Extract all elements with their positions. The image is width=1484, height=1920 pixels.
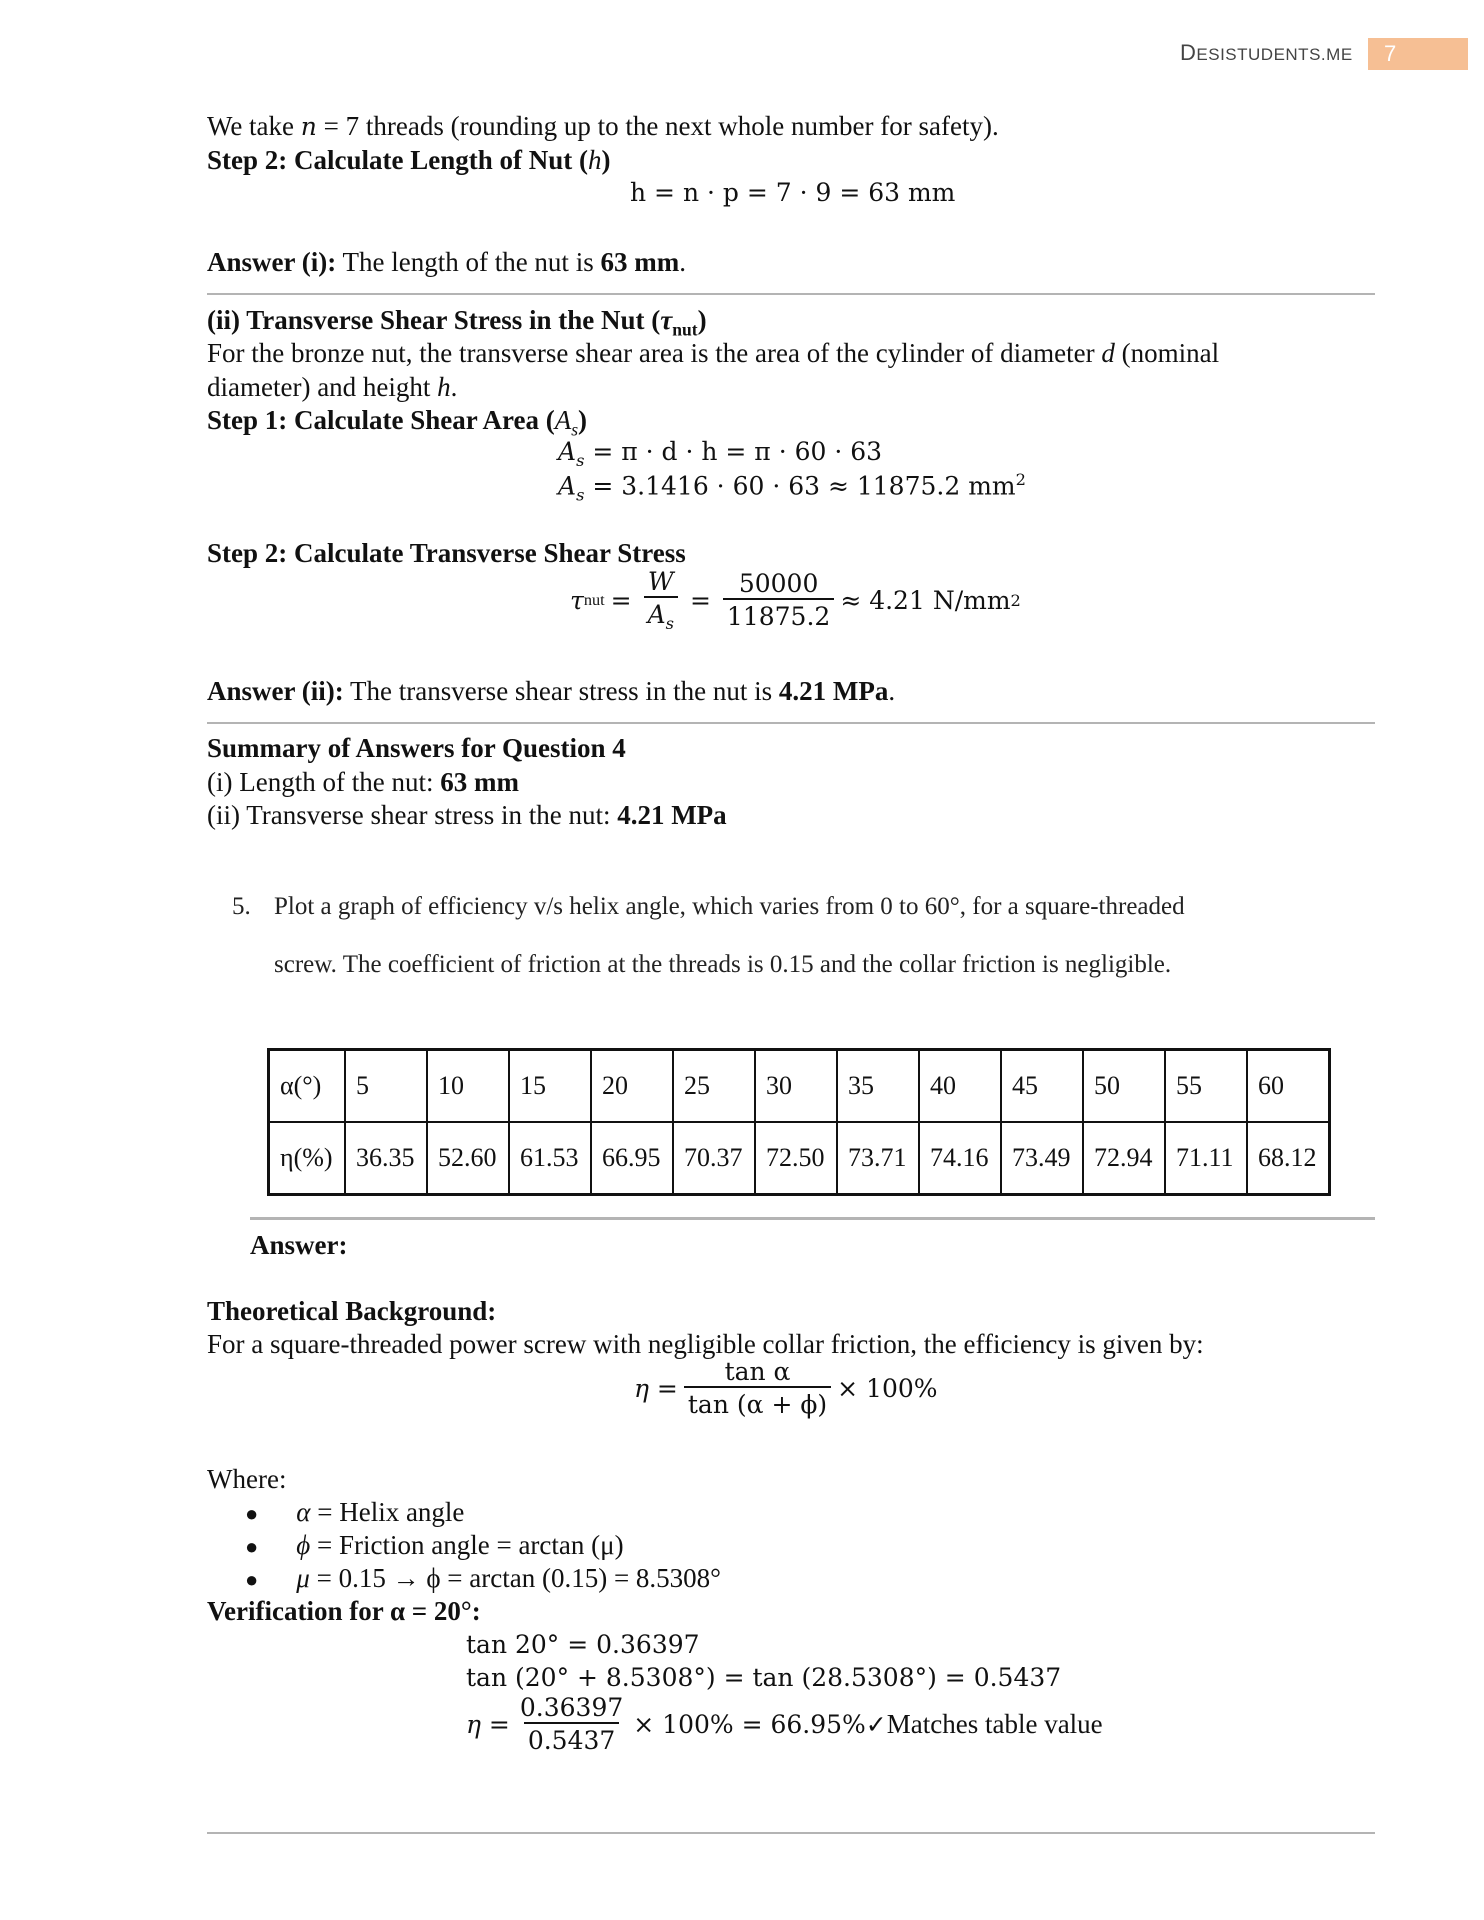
area-symbol: A	[647, 600, 666, 629]
step2-shear-stress-heading: Step 2: Calculate Transverse Shear Stress	[207, 538, 686, 568]
efficiency-table	[267, 1048, 1331, 1196]
site-name-initial: D	[1180, 40, 1197, 65]
heading-close: )	[601, 145, 611, 175]
theory-text: For a square-threaded power screw with negligible collar friction, the efficiency is given by:	[207, 1329, 1204, 1359]
answer-end: .	[679, 247, 686, 277]
answer-ii	[207, 674, 895, 708]
table-row-header: α(°)	[269, 1050, 346, 1123]
section-divider	[207, 722, 1375, 724]
summary-value: 4.21 MPa	[617, 800, 727, 830]
heading-text: Step 1: Calculate Shear Area (	[207, 405, 555, 435]
table-cell-alpha: 15	[509, 1050, 591, 1123]
table-cell-alpha: 30	[755, 1050, 837, 1123]
question-5-line1: Plot a graph of efficiency v/s helix angle, which varies from 0 to 60°, for a square-threaded	[274, 893, 1185, 920]
denominator: 0.5437	[524, 1722, 619, 1755]
summary-value: 63 mm	[440, 767, 519, 797]
where-label: Where:	[207, 1464, 287, 1494]
site-name-dot: .	[1320, 45, 1327, 64]
definition: = 0.15 → ϕ = arctan (0.15) = 8.5308°	[309, 1563, 721, 1593]
var-d: d	[1101, 338, 1115, 368]
verification-line2: tan (20° + 8.5308°) = tan (28.5308°) = 0.5437	[466, 1663, 1062, 1692]
times-100: × 100%	[837, 1373, 938, 1403]
list-item	[245, 1495, 721, 1528]
area-subscript: s	[576, 485, 585, 505]
shear-area-equation-1	[558, 437, 882, 470]
result-note: Matches table value	[886, 1708, 1103, 1739]
table-cell-eta: 66.95	[591, 1122, 673, 1195]
var-h: h	[587, 145, 602, 175]
site-name	[1180, 40, 1353, 66]
bullet-icon: ●	[245, 1567, 259, 1592]
summary-item-shear	[207, 798, 727, 832]
verification-line1: tan 20° = 0.36397	[466, 1630, 700, 1659]
equation-rhs: = π · d · h = π · 60 · 63	[592, 437, 883, 466]
heading-close: )	[697, 305, 707, 335]
numerator: 0.36397	[519, 1693, 624, 1722]
eta-lhs: η =	[466, 1709, 510, 1739]
answer-text: The length of the nut is	[336, 247, 601, 277]
definition: = Helix angle	[310, 1497, 465, 1527]
numerator: 50000	[738, 569, 819, 598]
section-divider	[207, 293, 1375, 295]
answer-text: The transverse shear stress in the nut is	[343, 676, 779, 706]
table-row-eta	[269, 1122, 1330, 1195]
tau-symbol: τ	[660, 305, 673, 335]
verification-heading: Verification for α = 20°:	[207, 1596, 481, 1626]
page-number-badge: 7	[1368, 38, 1468, 70]
table-row-alpha	[269, 1050, 1330, 1123]
symbol: μ	[296, 1563, 310, 1593]
summary-item-length	[207, 765, 519, 799]
var-n: n	[300, 112, 317, 141]
denominator: 11875.2	[723, 598, 834, 631]
denominator	[644, 596, 678, 633]
table-cell-eta: 72.94	[1083, 1122, 1165, 1195]
squared-superscript: 2	[1010, 590, 1021, 610]
denominator: tan (α + ϕ)	[684, 1386, 831, 1419]
answer-value: 63 mm	[600, 247, 680, 277]
section-divider	[207, 1832, 1375, 1834]
step2-length-heading	[207, 143, 610, 177]
table-cell-alpha: 50	[1083, 1050, 1165, 1123]
list-item	[245, 1528, 721, 1561]
table-cell-eta: 61.53	[509, 1122, 591, 1195]
heading-text: (ii) Transverse Shear Stress in the Nut (	[207, 305, 661, 335]
table-cell-eta: 73.49	[1001, 1122, 1083, 1195]
table-cell-eta: 73.71	[837, 1122, 919, 1195]
area-symbol: A	[558, 437, 577, 466]
answer-i	[207, 245, 686, 279]
area-subscript: s	[665, 614, 674, 633]
table-cell-alpha: 45	[1001, 1050, 1083, 1123]
desc-text: diameter) and height	[207, 372, 438, 402]
equals-sign: =	[689, 585, 711, 615]
numerator: W	[647, 567, 674, 596]
site-name-tld: ME	[1326, 45, 1353, 64]
equals-sign: =	[610, 585, 632, 615]
answer-5-label: Answer:	[250, 1230, 348, 1260]
table-cell-alpha: 35	[837, 1050, 919, 1123]
desc-text: For the bronze nut, the transverse shear area is the area of the cylinder of diameter	[207, 338, 1102, 368]
shear-area-description-line2	[207, 370, 457, 404]
site-name-rest: ESISTUDENTS	[1196, 45, 1321, 64]
efficiency-fraction	[684, 1357, 831, 1419]
nut-length-equation: h = n · p = 7 · 9 = 63 mm	[630, 178, 956, 207]
table-cell-eta: 36.35	[345, 1122, 427, 1195]
squared-superscript: 2	[1015, 470, 1026, 489]
answer-label: Answer (ii):	[207, 676, 344, 706]
shear-area-equation-2	[558, 470, 1026, 504]
result-value: × 100% = 66.95%✓	[633, 1709, 887, 1739]
table-cell-eta: 52.60	[427, 1122, 509, 1195]
answer-value: 4.21 MPa	[778, 676, 889, 706]
desc-text: (nominal	[1114, 338, 1220, 368]
heading-close: )	[578, 405, 588, 435]
fraction-w-over-as	[644, 567, 678, 633]
tau-symbol: τ	[570, 585, 584, 615]
question-5-line2: screw. The coefficient of friction at the threads is 0.15 and the collar friction is negligible.	[274, 951, 1172, 978]
area-symbol: A	[554, 405, 572, 435]
summary-label: (i) Length of the nut:	[207, 767, 441, 797]
shear-area-description-line1	[207, 336, 1219, 370]
shear-stress-equation	[570, 567, 1021, 633]
answer-end: .	[888, 676, 896, 706]
table-cell-eta: 74.16	[919, 1122, 1001, 1195]
equation-rhs: = 3.1416 · 60 · 63 ≈ 11875.2 mm	[592, 471, 1016, 501]
numerator: tan α	[724, 1357, 791, 1386]
heading-text: Step 2: Calculate Length of Nut (	[207, 145, 588, 175]
summary-label: (ii) Transverse shear stress in the nut:	[207, 800, 618, 830]
question-5-number: 5.	[232, 893, 251, 920]
efficiency-formula	[634, 1357, 938, 1419]
verification-fraction	[516, 1693, 627, 1755]
eta-lhs: η =	[634, 1373, 678, 1403]
answer-label: Answer (i):	[207, 247, 337, 277]
tau-subscript: nut	[583, 590, 605, 609]
table-cell-alpha: 40	[919, 1050, 1001, 1123]
intro-pre: We take	[207, 111, 301, 141]
table-cell-alpha: 60	[1247, 1050, 1330, 1123]
table-row-header: η(%)	[269, 1122, 346, 1195]
bullet-icon: ●	[245, 1501, 259, 1526]
tau-subscript: nut	[672, 319, 698, 340]
verification-result	[466, 1693, 1103, 1755]
table-cell-eta: 71.11	[1165, 1122, 1247, 1195]
table-cell-alpha: 10	[427, 1050, 509, 1123]
section-divider	[250, 1217, 1375, 1220]
shear-stress-result: ≈ 4.21 N/mm	[840, 585, 1011, 615]
area-symbol: A	[558, 471, 577, 501]
table-cell-alpha: 55	[1165, 1050, 1247, 1123]
definition: = Friction angle = arctan (μ)	[310, 1530, 624, 1560]
intro-post: = 7 threads (rounding up to the next whole number for safety).	[316, 111, 999, 141]
list-item	[245, 1561, 721, 1594]
fraction-numeric	[723, 569, 834, 631]
step1-shear-area-heading	[207, 403, 587, 446]
var-h: h	[437, 372, 451, 402]
symbol: ϕ	[296, 1530, 311, 1560]
table-cell-eta: 72.50	[755, 1122, 837, 1195]
table-cell-alpha: 25	[673, 1050, 755, 1123]
table-cell-alpha: 5	[345, 1050, 427, 1123]
table-cell-eta: 68.12	[1247, 1122, 1330, 1195]
desc-text: .	[450, 372, 458, 402]
summary-heading: Summary of Answers for Question 4	[207, 733, 626, 763]
theory-heading: Theoretical Background:	[207, 1296, 497, 1326]
area-subscript: s	[571, 419, 579, 440]
threads-statement	[207, 109, 999, 144]
variable-definitions-list	[245, 1495, 721, 1594]
area-subscript: s	[576, 451, 585, 470]
symbol: α	[296, 1497, 311, 1527]
bullet-icon: ●	[245, 1534, 259, 1559]
table-cell-eta: 70.37	[673, 1122, 755, 1195]
table-cell-alpha: 20	[591, 1050, 673, 1123]
